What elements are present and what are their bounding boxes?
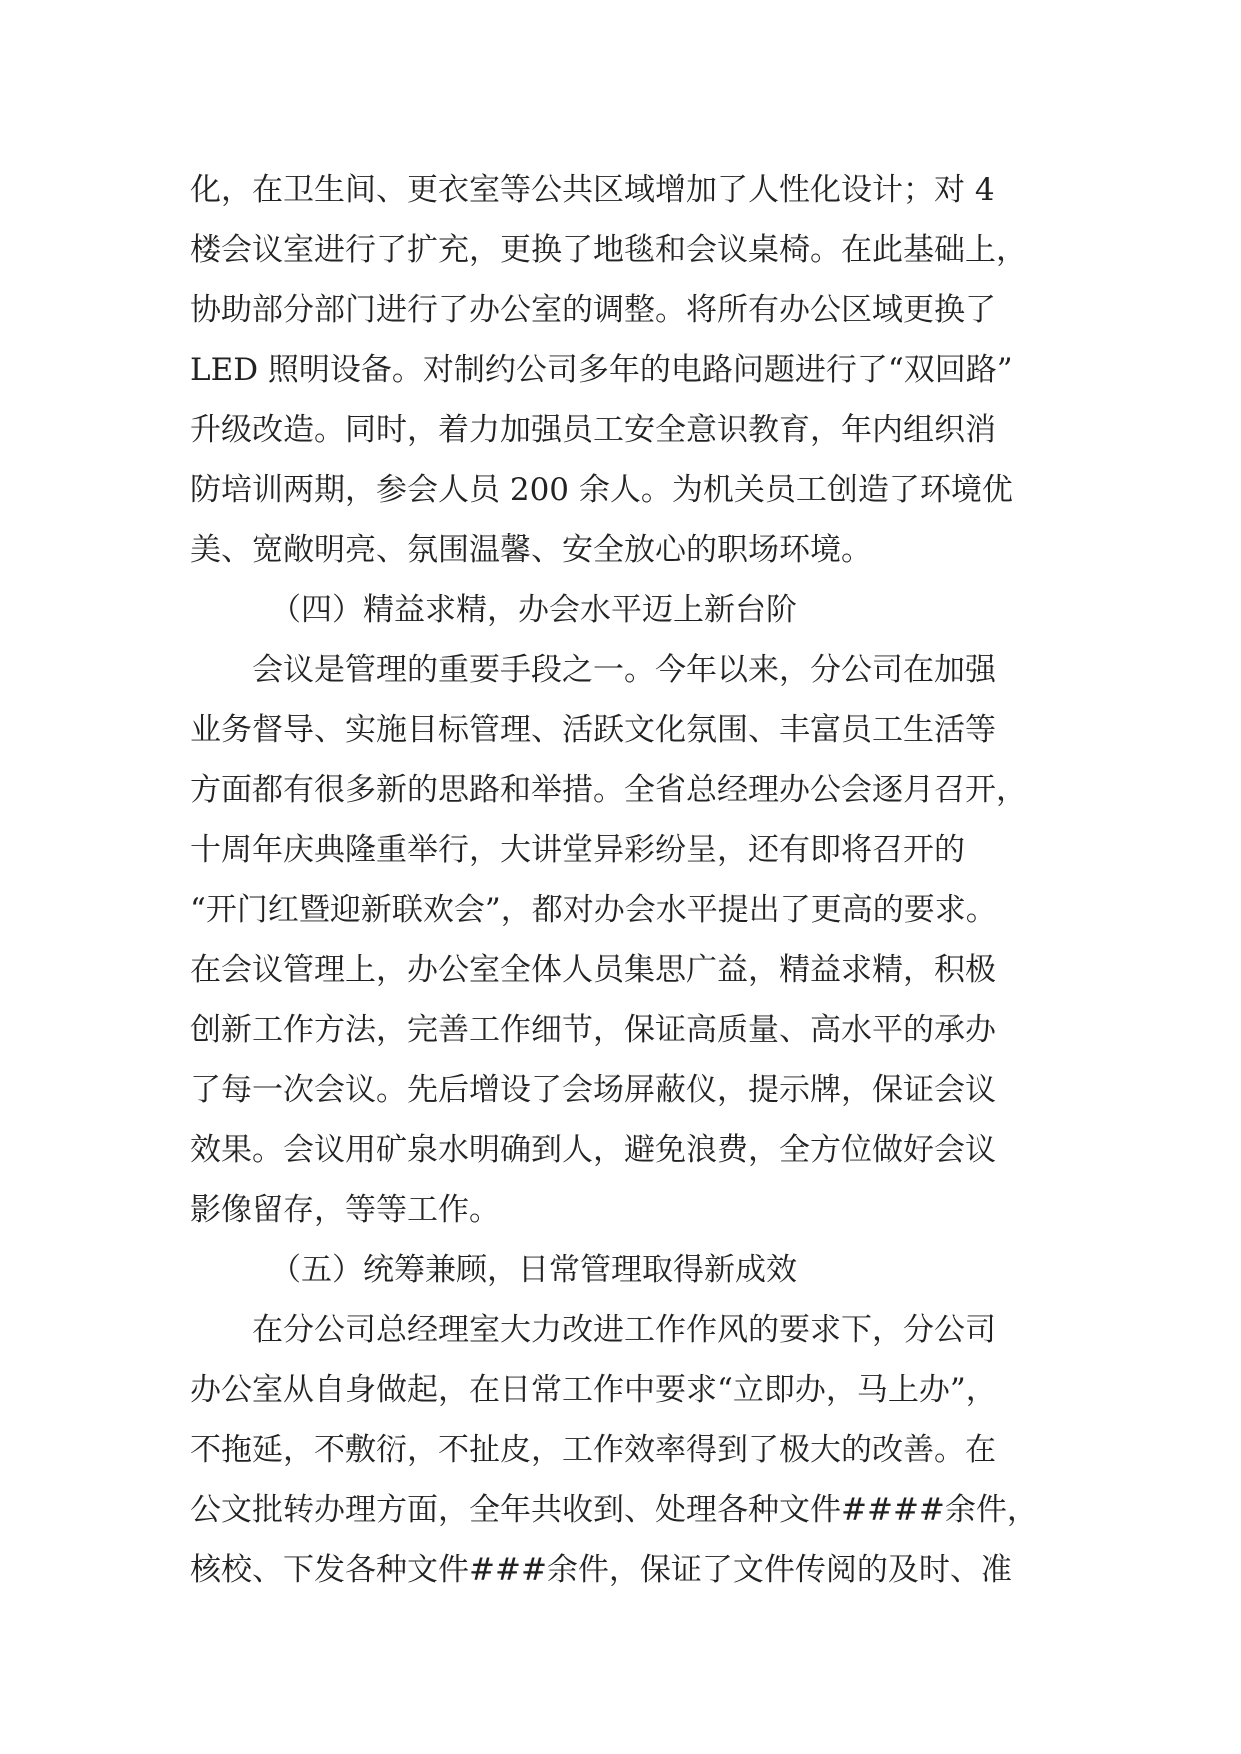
text-line: 化，在卫生间、更衣室等公共区域增加了人性化设计；对 4 [190,172,995,208]
section-heading: （四）精益求精，办会水平迈上新台阶 [270,592,797,628]
text-line: 协助部分部门进行了办公室的调整。将所有办公区域更换了 [190,292,996,328]
text-line: 公文批转办理方面，全年共收到、处理各种文件####余件， [190,1492,1038,1528]
paragraph-first-line: 在分公司总经理室大力改进工作作风的要求下，分公司 [252,1312,996,1348]
text-line: 创新工作方法，完善工作细节，保证高质量、高水平的承办 [190,1012,996,1048]
text-line: 防培训两期，参会人员 200 余人。为机关员工创造了环境优 [190,472,1013,508]
text-line: 在会议管理上，办公室全体人员集思广益，精益求精，积极 [190,952,996,988]
text-line: 楼会议室进行了扩充，更换了地毯和会议桌椅。在此基础上， [190,232,1027,268]
text-line: 升级改造。同时，着力加强员工安全意识教育，年内组织消 [190,412,996,448]
text-line: “开门红暨迎新联欢会”，都对办会水平提出了更高的要求。 [190,892,997,928]
text-line: 了每一次会议。先后增设了会场屏蔽仪，提示牌，保证会议 [190,1072,996,1108]
text-line: 十周年庆典隆重举行，大讲堂异彩纷呈，还有即将召开的 [190,832,965,868]
text-line: LED 照明设备。对制约公司多年的电路问题进行了“双回路” [190,352,1013,388]
paragraph-first-line: 会议是管理的重要手段之一。今年以来，分公司在加强 [252,652,996,688]
section-heading: （五）统筹兼顾，日常管理取得新成效 [270,1252,797,1288]
document-body [190,160,1050,1600]
text-line: 美、宽敞明亮、氛围温馨、安全放心的职场环境。 [190,532,872,568]
text-line: 不拖延，不敷衍，不扯皮，工作效率得到了极大的改善。在 [190,1432,996,1468]
text-line: 业务督导、实施目标管理、活跃文化氛围、丰富员工生活等 [190,712,996,748]
text-line: 效果。会议用矿泉水明确到人，避免浪费，全方位做好会议 [190,1132,996,1168]
text-line: 影像留存，等等工作。 [190,1192,500,1228]
text-line: 核校、下发各种文件###余件，保证了文件传阅的及时、准 [190,1552,1012,1588]
text-line: 方面都有很多新的思路和举措。全省总经理办公会逐月召开， [190,772,1027,808]
text-line: 办公室从自身做起，在日常工作中要求“立即办，马上办”， [190,1372,997,1408]
